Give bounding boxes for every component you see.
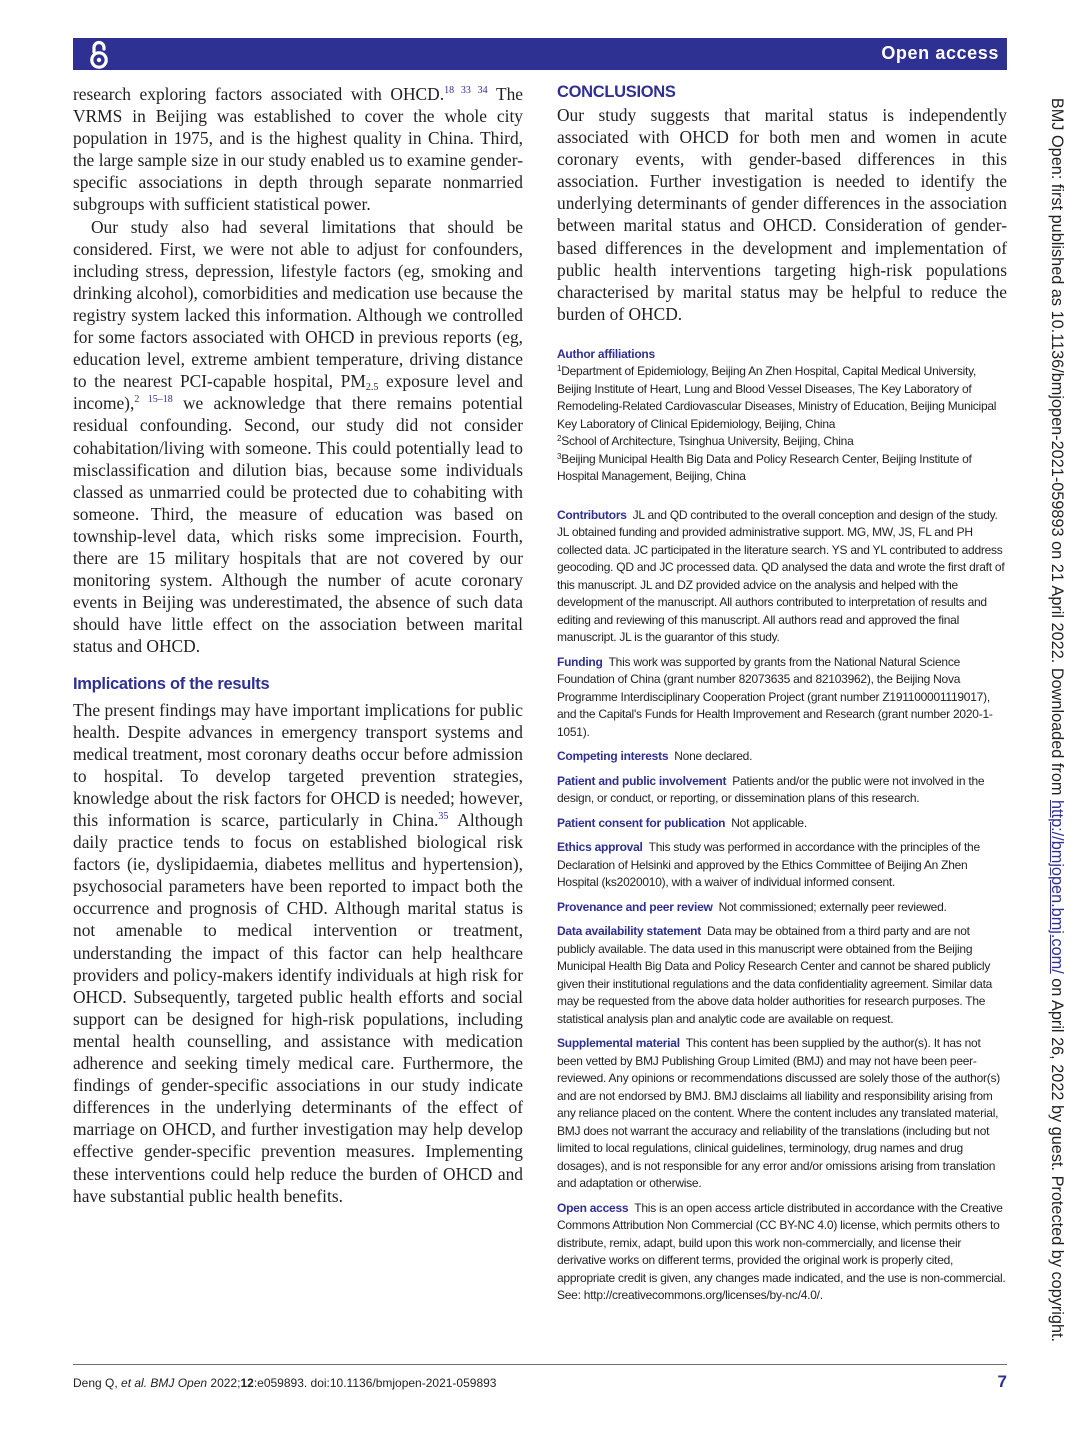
ethics-statement: Ethics approval This study was performed in accordance with the principles of the Declaration of Helsinki and approved by the Ethics Committee of Beijing An Zhen Hospital (ks2020010), with a waiver of individual informed consent. — [557, 840, 980, 890]
right-column — [557, 83, 1007, 1305]
contributors-statement: Contributors JL and QD contributed to the overall conception and design of the study. JL obtained funding and provided administrative support. MG, MW, JS, FL and PH collected data. JC participated in the literature search. YS and YL contributed to address geocoding. QD and JC processed data. QD analysed the data and wrote the first draft of this manuscript. JL and DZ provided advice on the analysis and helped with the development of the manuscript. All authors contributed to interpretation of results and editing and reviewing of this manuscript. All authors read and approved the final manuscript. JL is the guarantor of this study. — [557, 507, 1005, 645]
affiliation-item: $^2$School of Architecture, Tsinghua University, Beijing, China — [557, 434, 854, 449]
open-access-statement: Open access This is an open access article distributed in accordance with the Creative Commons Attribution Non Commercial (CC BY-NC 4.0) license, which permits others to distribute, remix, adapt, build upon this work non-commercially, and license their derivative works on different terms, provided the original work is properly cited, appropriate credit is given, any changes made indicated, and the use is non-commercial. See: http://creativecommons.org/licenses/by-nc/4.0/. — [557, 1200, 1006, 1303]
patient-consent-statement: Patient consent for publication Not applicable. — [557, 815, 807, 830]
funding-statement: Funding This work was supported by grants from the National Natural Science Foundation of China (grant number 82073635 and 82103962), the Beijing Nova Programme Interdisciplinary Cooperation Project (grant number Z191100001119017), and the Capital's Funds for Health Improvement and Research (grant number 2020-1-1051). — [557, 654, 993, 739]
left-column — [73, 83, 523, 1207]
conclusions-heading: CONCLUSIONS — [557, 83, 676, 101]
affiliation-item: $^3$Beijing Municipal Health Big Data and Policy Research Center, Beijing Institute of Hospital Management, Beijing, China — [557, 451, 972, 484]
open-access-label: Open access — [881, 43, 999, 63]
download-notice: BMJ Open: first published as 10.1136/bmjopen-2021-059893 on 21 April 2022. Downloaded from http://bmjopen.bmj.com/ on April 26, 2022 by guest. Protected by copyright. — [1048, 97, 1066, 1343]
author-affiliations: Author affiliations $^1$Department of Epidemiology, Beijing An Zhen Hospital, Capital Medical University, Beijing Institute of Heart, Lung and Blood Vessel Diseases, The Key Laboratory of Remodeling-Related Cardiovascular Diseases, Ministry of Education, Beijing Municipal Key Laboratory of Clinical Epidemiology, Beijing, China $^2$School of Architecture, Tsinghua University, Beijing, China $^3$Beijing Municipal Health Big Data and Policy Research Center, Beijing Institute of Hospital Management, Beijing, China — [557, 346, 1007, 486]
body-paragraph: The present findings may have important implications for public health. Despite advances in emergency transport systems and medical treatment, most coronary deaths occur before admission to hospital. To develop targeted prevention strategies, knowledge about the risk factors for OHCD is needed; however, this information is scarce, particularly in China.$^{35}$ Although daily practice tends to focus on established biological risk factors (ie, dyslipidaemia, diabetes mellitus and hypertension), psychosocial parameters have been reported to impact both the occurrence and prognosis of CHD. Although marital status is not amenable to medical intervention or treatment, understanding the impact of this factor can help healthcare providers and policy-makers identify individuals at high risk for OHCD. Subsequently, targeted public health efforts and social support can be designed for high-risk populations, including mental health counselling, and assistance with medication adherence and seeking timely medical care. Furthermore, the findings of gender-specific associations in our study indicate differences in the underlying determinants of the effect of marriage on OHCD, and further investigation may help develop effective gender-specific prevention measures. Implementing these interventions could help reduce the burden of OHCD and have substantial public health benefits. — [73, 699, 523, 1206]
provenance-statement: Provenance and peer review Not commissioned; externally peer reviewed. — [557, 899, 947, 914]
open-access-lock-icon — [87, 40, 111, 70]
page-number: 7 — [997, 1372, 1007, 1391]
body-paragraph: Our study also had several limitations that should be considered. First, we were not able to adjust for confounders, including stress, depression, lifestyle factors (eg, smoking and drinking alcohol), comorbidities and medication use because the registry system lacked this information. Although we controlled for some factors associated with OHCD in previous reports (eg, education level, extreme ambient temperature, driving distance to the nearest PCI-capable hospital, $PM_{2.5}$ exposure level and income),$^{2 15-18}$ we acknowledge that there remains potential residual confounding. Second, our study did not consider cohabitation/living with someone. This could potentially lead to misclassification and dilution bias, because some individuals classed as unmarried could be protected due to cohabiting with someone. Third, the measure of education was based on township-level data, which risks some imprecision. Fourth, there are 15 military hospitals that are not covered by our monitoring system. Although the number of acute coronary events in Beijing was underestimated, the absence of such data should have little effect on the association between marital status and OHCD. — [73, 216, 523, 657]
section-heading: Implications of the results — [73, 675, 270, 694]
body-paragraph: research exploring factors associated with OHCD.$^{18 33 34}$ The VRMS in Beijing was established to cover the whole city population in 1975, and is the highest quality in China. Third, the large sample size in our study enabled us to examine gender-specific associations in depth through separate nonmarried subgroups with sufficient statistical power. — [73, 84, 523, 215]
conclusions-text: Our study suggests that marital status is independently associated with OHCD for both men and women in acute coronary events, with gender-based differences in this association. Further investigation is needed to identify the underlying determinants of gender differences in the association between marital status and OHCD. Consideration of gender-based differences in the development and implementation of public health interventions targeting high-risk populations characterised by marital status may be helpful to reduce the burden of OHCD. — [557, 105, 1007, 324]
bmjopen-link[interactable]: http://bmjopen.bmj.com/ — [1048, 799, 1066, 974]
affiliation-item: $^1$Department of Epidemiology, Beijing An Zhen Hospital, Capital Medical University, Beijing Institute of Heart, Lung and Blood Vessel Diseases, The Key Laboratory of Remodeling-Related Cardiovascular Diseases, Ministry of Education, Beijing Municipal Key Laboratory of Clinical Epidemiology, Beijing, China — [557, 364, 997, 431]
patient-involvement-statement: Patient and public involvement Patients and/or the public were not involved in the design, or conduct, or reporting, or dissemination plans of this research. — [557, 773, 985, 806]
supplemental-material-statement: Supplemental material This content has been supplied by the author(s). It has not been vetted by BMJ Publishing Group Limited (BMJ) and may not have been peer-reviewed. Any opinions or recommendations discussed are solely those of the author(s) and are not endorsed by BMJ. BMJ disclaims all liability and responsibility arising from any reliance placed on the content. Where the content includes any translated material, BMJ does not warrant the accuracy and reliability of the translations (including but not limited to local regulations, clinical guidelines, terminology, drug names and drug dosages), and is not responsible for any error and/or omissions arising from translation and adaptation or otherwise. — [557, 1036, 1000, 1191]
competing-interests-statement: Competing interests None declared. — [557, 749, 753, 764]
citation-ref[interactable]: 2 15–18 — [134, 394, 173, 406]
footer-divider — [73, 1364, 1007, 1365]
citation-ref[interactable]: 35 — [438, 811, 449, 822]
footer-citation: Deng Q, et al. BMJ Open 2022;12:e059893. doi:10.1136/bmjopen-2021-059893 — [73, 1376, 497, 1390]
data-availability-statement: Data availability statement Data may be obtained from a third party and are not publicly available. The data used in this manuscript were obtained from the Beijing Municipal Health Big Data and Policy Research Center and cannot be shared publicly given their institutional regulations and the data confidentiality agreement. Similar data may be requested from the above data holder authorities for research purposes. The statistical analysis plan and analytic code are available on request. — [557, 924, 993, 1026]
citation-ref[interactable]: 18 33 34 — [444, 85, 488, 96]
header-bar — [73, 38, 1007, 70]
